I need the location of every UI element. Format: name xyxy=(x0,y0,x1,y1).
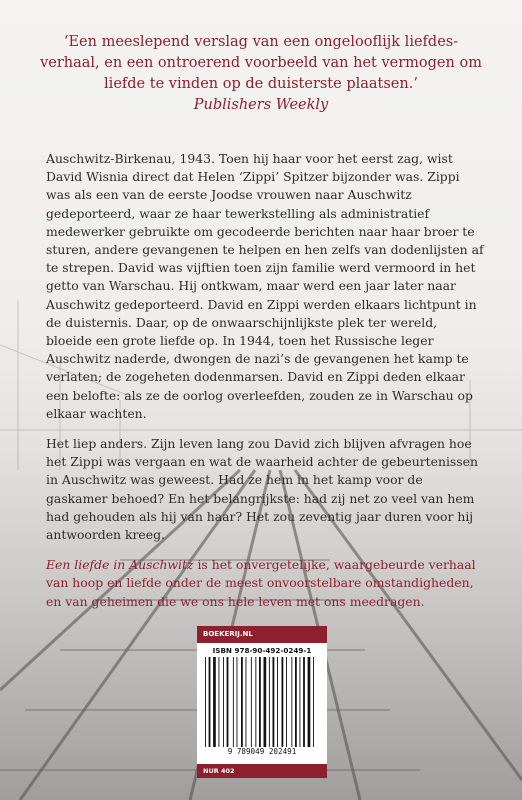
barcode-bar xyxy=(223,657,224,747)
barcode-bar xyxy=(273,657,275,747)
nur-label: NUR 402 xyxy=(197,764,327,778)
blurb-paragraph-3-text: is het onvergetelijke, waargebeurde verhaal van hoop en liefde onder de meest onvoorstelbare omstandigheden, en van geheimen die we ons hele leven met ons meedragen. xyxy=(46,557,476,609)
barcode-digits: 9 789049 202491 xyxy=(227,747,297,756)
blurb-paragraph-1: Auschwitz-Birkenau, 1943. Toen hij haar voor het eerst zag, wist David Wisnia direct dat Helen ‘Zippi’ Spitzer bijzonder was. Zippi was als een van de eerste Joodse vrouwen naar Auschwitz gedeporteerd, waar ze haar tewerkstelling als administratief medewerker gebruikte om gecodeerde berichten naar haar broer te sturen, andere gevangenen te helpen en hen zelfs van dodenlijsten af te strepen. David was vijftien toen zijn familie werd vermoord in het getto van Warschau. Hij ontkwam, maar werd een jaar later naar Auschwitz gedeporteerd. David en Zippi werden elkaars lichtpunt in de duisternis. Daar, op de onwaarschijnlijkste plek ter wereld, bloeide een grote liefde op. In 1944, toen het Russische leger Auschwitz naderde, dwongen de nazi’s de gevangenen het kamp te verlaten; de zogeheten dodenmarsen. David en Zippi deden elkaar een belofte: als ze de oorlog overleefden, zouden ze in Warschau op elkaar wachten. xyxy=(46,151,484,421)
barcode-bar xyxy=(259,657,261,747)
barcode-bar xyxy=(227,657,229,747)
barcode-icon xyxy=(205,657,319,747)
barcode-bar xyxy=(246,657,247,747)
barcode-bar xyxy=(237,657,238,747)
barcode-bar xyxy=(286,657,287,747)
blurb-paragraph-3 xyxy=(46,556,484,611)
barcode-bar xyxy=(300,657,301,747)
barcode-bar xyxy=(264,657,267,747)
barcode-bar xyxy=(213,657,216,747)
barcode-bar xyxy=(303,657,305,747)
barcode-bar xyxy=(277,657,278,747)
barcode-bar xyxy=(255,657,256,747)
quote-text: ‘Een meeslepend verslag van een ongelooflijk liefdes-verhaal, en een ontroerend voorbeeld van het vermogen om liefde te vinden op de duisterste plaatsen.’ xyxy=(40,34,482,92)
barcode-panel xyxy=(197,626,327,778)
blurb xyxy=(46,150,484,623)
barcode-bar xyxy=(282,657,284,747)
blurb-paragraph-2: Het liep anders. Zijn leven lang zou David zich blijven afvragen hoe het Zippi was vergaan en wat de waarheid achter de gebeurtenissen in Auschwitz was geweest. Had ze hem in het kamp voor de gaskamer behoed? En het belangrijkste: had zij net zo veel van hem had gehouden als hij van haar? Het zou zeventig jaar duren voor hij antwoorden kreeg. xyxy=(46,436,478,543)
isbn-label: ISBN 978-90-492-0249-1 xyxy=(212,646,312,655)
barcode-bar xyxy=(291,657,292,747)
publisher-label: BOEKERIJ.NL xyxy=(197,626,327,643)
book-title: Een liefde in Auschwitz xyxy=(46,557,194,573)
barcode-bar xyxy=(241,657,243,747)
barcode-bar xyxy=(233,657,234,747)
barcode-bar xyxy=(251,657,252,747)
quote-source: Publishers Weekly xyxy=(193,97,329,113)
review-quote xyxy=(40,32,482,116)
barcode-bar xyxy=(313,657,314,747)
barcode-bar xyxy=(205,657,206,747)
barcode-bar xyxy=(295,657,297,747)
barcode-bar xyxy=(219,657,220,747)
barcode-bar xyxy=(209,657,211,747)
barcode-bar xyxy=(269,657,270,747)
barcode-bar xyxy=(308,657,311,747)
